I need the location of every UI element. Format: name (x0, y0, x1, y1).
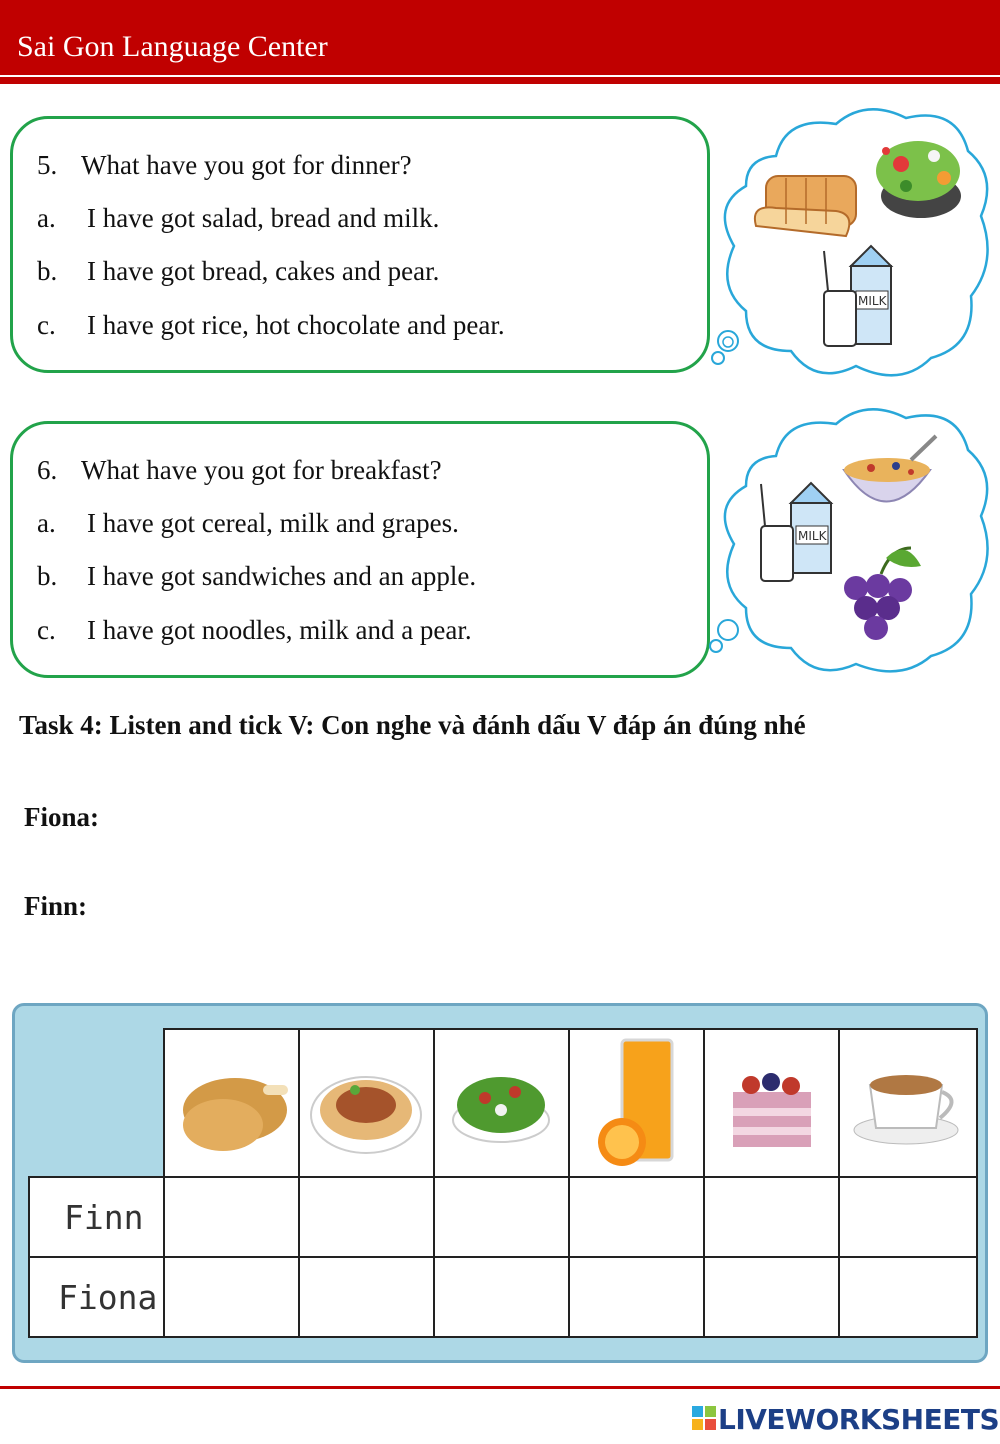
option-text: I have got rice, hot chocolate and pear. (87, 310, 505, 340)
food-cell-cake (703, 1028, 840, 1178)
thought-cloud-dinner (706, 96, 1000, 386)
option-letter: b. (37, 561, 58, 591)
option-letter: a. (37, 508, 56, 538)
row-label-finn (28, 1176, 165, 1258)
cake-image (705, 1030, 838, 1176)
svg-text:MILK: MILK (858, 294, 887, 308)
tick-cell[interactable] (298, 1176, 435, 1258)
question-text: What have you got for breakfast? (81, 455, 442, 485)
tick-cell[interactable] (568, 1176, 705, 1258)
liveworksheets-brand[interactable]: LIVEWORKSHEETS (718, 1403, 1000, 1436)
footer-rule (0, 1386, 1000, 1389)
option-text: I have got noodles, milk and a pear. (87, 615, 472, 645)
bread-image (755, 176, 856, 236)
coffee-image (840, 1030, 976, 1176)
tick-table (28, 1028, 978, 1338)
row-label-fiona (28, 1256, 165, 1338)
finn-label: Finn: (24, 891, 88, 921)
tick-cell[interactable] (163, 1176, 300, 1258)
question-number: 5. (37, 150, 58, 180)
salad-image (435, 1030, 568, 1176)
tick-cell[interactable] (433, 1256, 570, 1338)
fiona-row-label: Fiona (58, 1278, 158, 1317)
option-text: I have got cereal, milk and grapes. (87, 508, 459, 538)
food-cell-chicken (163, 1028, 300, 1178)
question-number: 6. (37, 455, 58, 485)
tick-cell[interactable] (568, 1256, 705, 1338)
orange-juice-image (570, 1030, 703, 1176)
food-cell-noodles (298, 1028, 435, 1178)
food-cell-coffee (838, 1028, 978, 1178)
food-cell-orange-juice (568, 1028, 705, 1178)
option-letter: c. (37, 615, 56, 645)
svg-text:MILK: MILK (798, 529, 827, 543)
salad-image (876, 141, 961, 218)
header-rule (0, 75, 1000, 77)
header-bar (0, 0, 1000, 84)
tick-cell[interactable] (838, 1256, 978, 1338)
option-text: I have got sandwiches and an apple. (87, 561, 477, 591)
tick-cell[interactable] (433, 1176, 570, 1258)
header-title: Sai Gon Language Center (17, 30, 328, 63)
option-letter: b. (37, 256, 58, 286)
fried-chicken-image (165, 1030, 298, 1176)
tick-cell[interactable] (163, 1256, 300, 1338)
noodles-image (300, 1030, 433, 1176)
tick-cell[interactable] (298, 1256, 435, 1338)
option-text: I have got salad, bread and milk. (87, 203, 440, 233)
tick-cell[interactable] (703, 1176, 840, 1258)
option-letter: c. (37, 310, 56, 340)
thought-cloud-breakfast (706, 398, 1000, 683)
option-text: I have got bread, cakes and pear. (87, 256, 440, 286)
food-cell-salad (433, 1028, 570, 1178)
option-letter: a. (37, 203, 56, 233)
fiona-label: Fiona: (24, 802, 100, 832)
liveworksheets-logo-icon (692, 1406, 716, 1430)
task-title: Task 4: Listen and tick V: Con nghe và đánh dấu V đáp án đúng nhé (19, 710, 806, 740)
tick-cell[interactable] (703, 1256, 840, 1338)
question-text: What have you got for dinner? (81, 150, 412, 180)
finn-row-label: Finn (64, 1198, 144, 1237)
tick-cell[interactable] (838, 1176, 978, 1258)
